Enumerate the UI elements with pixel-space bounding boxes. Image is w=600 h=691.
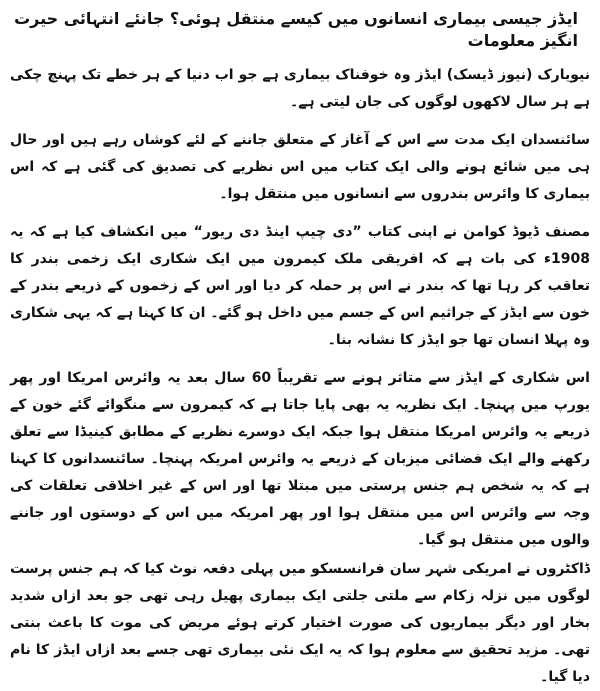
news-article <box>10 0 590 685</box>
article-headline: ایڈز جیسی بیماری انسانوں میں کیسے منتقل ہوئی؟ جانئے انتہائی حیرت انگیز معلومات <box>14 9 578 50</box>
article-paragraph: اس شکاری کے ایڈز سے متاثر ہونے سے تقریباً 60 سال بعد یہ وائرس امریکا اور پھر یورپ میں پہنچا۔ ایک نظریہ یہ بھی پایا جاتا ہے کہ کیمرون سے منگوائے گئے خون کے ذریعے یہ وائرس امریکا منتقل ہوا جبکہ ایک دوسرے نظریے کے مطابق کینیڈا سے تعلق رکھنے والے ایک فضائی میزبان کے ذریعے یہ وائرس امریکہ پہنچا۔ سائنسدانوں کا کہنا ہے کہ یہ شخص ہم جنس پرستی میں مبتلا تھا اور اس کے غیر اخلاقی تعلقات کی وجہ سے وائرس اس میں منتقل ہوا اور پھر امریکہ میں اس کے دوستوں اور جاننے والوں میں منتقل ہو گیا۔ <box>10 370 590 548</box>
article-paragraph: ڈاکٹروں نے امریکی شہر سان فرانسسکو میں پہلی دفعہ نوٹ کیا کہ ہم جنس پرست لوگوں میں نزلہ زکام سے ملتی جلتی ایک بیماری پھیل رہی تھی جو بعد ازاں شدید بخار اور دیگر بیماریوں کی صورت اختیار کرتے ہوئے مریض کی موت کا باعث بنتی تھی۔ مزید تحقیق سے معلوم ہوا کہ یہ ایک نئی بیماری تھی جسے بعد ازاں ایڈز کا نام دیا گیا۔ <box>10 561 590 685</box>
article-paragraph: سائنسدان ایک مدت سے اس کے آغاز کے متعلق جاننے کے لئے کوشاں رہے ہیں اور حال ہی میں شائع ہونے والی ایک کتاب میں اس نظریے کی تصدیق کی گئی ہے کہ اس بیماری کا وائرس بندروں سے انسانوں میں منتقل ہوا۔ <box>10 132 590 202</box>
article-paragraph: مصنف ڈیوڈ کوامن نے اپنی کتاب ”دی چیپ اینڈ دی ریور“ میں انکشاف کیا ہے کہ یہ 1908ء کی بات ہے کہ افریقی ملک کیمرون میں ایک شکاری ایک زخمی بندر کا تعاقب کر رہا تھا کہ بندر نے اس پر حملہ کر دیا اور اس کے زخموں کے ذریعے بندر کے خون سے ایڈز کے جراثیم اس کے جسم میں داخل ہو گئے۔ ان کا کہنا ہے کہ یہی شکاری وہ پہلا انسان تھا جو ایڈز کا نشانہ بنا۔ <box>10 224 590 348</box>
article-paragraph: نیویارک (نیوز ڈیسک) ایڈز وہ خوفناک بیماری ہے جو اب دنیا کے ہر خطے تک پہنچ چکی ہے ہر سال لاکھوں لوگوں کی جان لیتی ہے۔ <box>10 67 590 110</box>
